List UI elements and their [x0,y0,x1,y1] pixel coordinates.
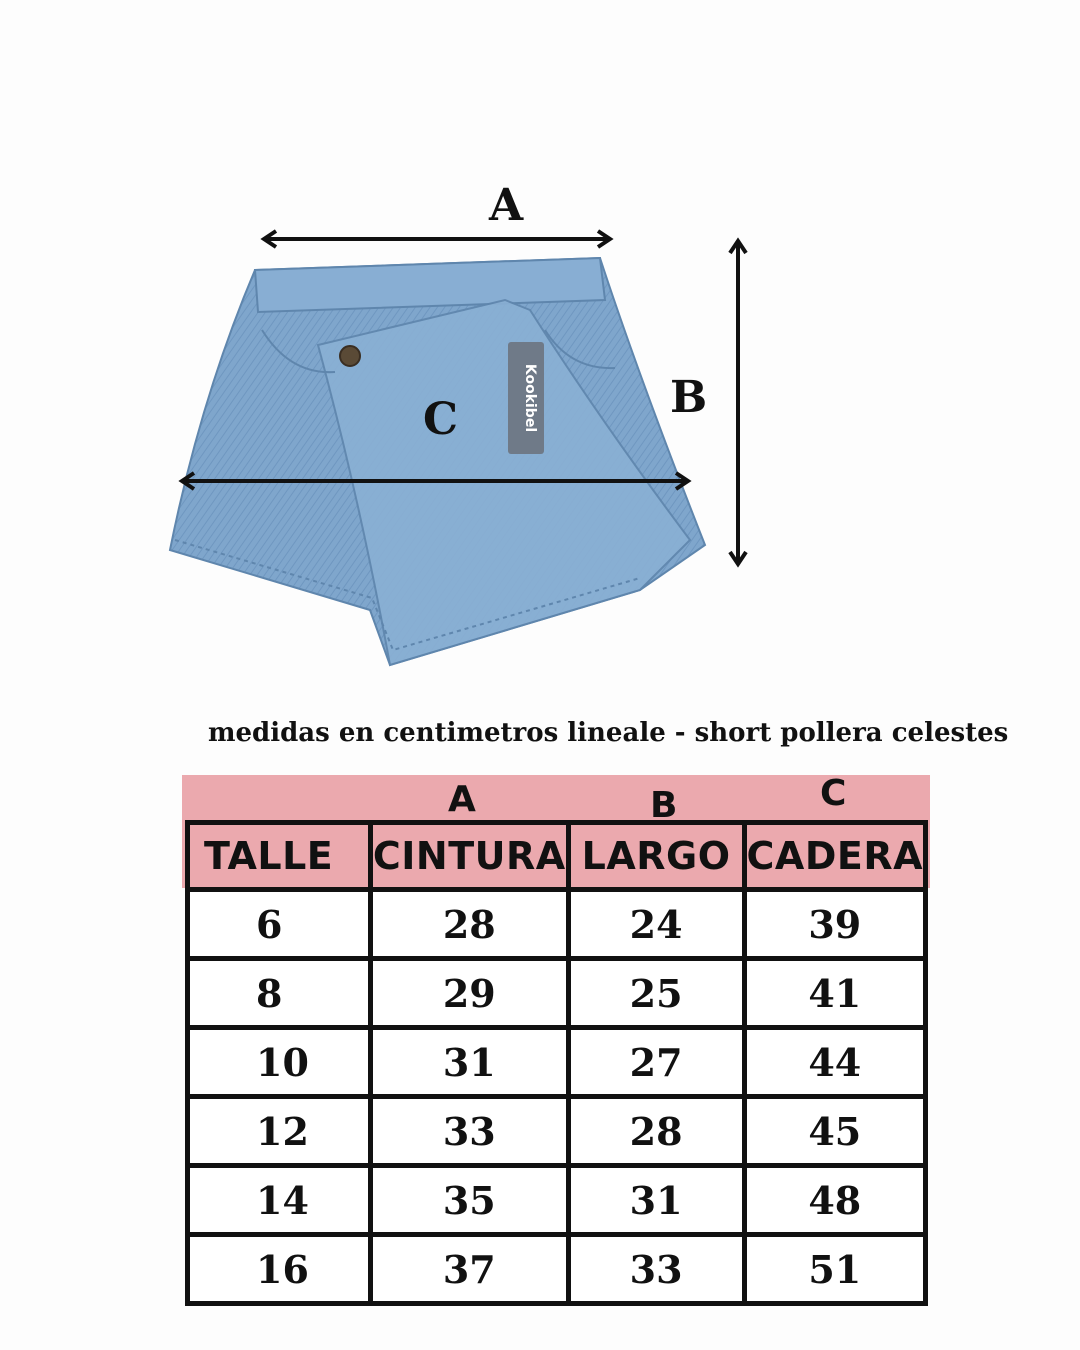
cell-cintura: 29 [370,959,568,1028]
cell-largo: 24 [568,890,744,959]
table-row [188,890,926,959]
cell-cintura: 35 [370,1166,568,1235]
table-row [188,1097,926,1166]
cell-talle: 12 [188,1097,371,1166]
cell-cintura: 31 [370,1028,568,1097]
cell-largo: 31 [568,1166,744,1235]
dimension-a-label: A [489,180,524,231]
header-cadera: CADERA [744,823,925,890]
size-chart-table [185,820,928,1306]
cell-cadera: 45 [744,1097,925,1166]
cell-cadera: 51 [744,1235,925,1304]
button-icon [340,346,360,366]
cell-cadera: 44 [744,1028,925,1097]
cell-talle: 14 [188,1166,371,1235]
cell-cintura: 37 [370,1235,568,1304]
column-letter-c: C [820,773,847,814]
cell-talle: 8 [188,959,371,1028]
cell-largo: 28 [568,1097,744,1166]
table-row [188,959,926,1028]
table-row [188,1235,926,1304]
cell-talle: 16 [188,1235,371,1304]
dimension-c-label: C [423,394,459,445]
cell-cadera: 39 [744,890,925,959]
cell-largo: 33 [568,1235,744,1304]
column-letter-a: A [448,779,476,820]
column-letter-b: B [650,785,678,826]
brand-tag-label: Kookibel [522,363,538,433]
table-header-row [188,823,926,890]
dimension-b-label: B [670,372,708,423]
cell-cintura: 28 [370,890,568,959]
header-talle: TALLE [188,823,371,890]
cell-largo: 27 [568,1028,744,1097]
header-cintura: CINTURA [370,823,568,890]
cell-talle: 6 [188,890,371,959]
cell-largo: 25 [568,959,744,1028]
dimension-a-arrow [264,231,610,247]
table-row [188,1028,926,1097]
dimension-b-arrow [730,241,746,564]
table-row [188,1166,926,1235]
cell-cadera: 41 [744,959,925,1028]
measurements-caption: medidas en centimetros lineale - short pollera celestes [208,718,1009,748]
cell-cadera: 48 [744,1166,925,1235]
header-largo: LARGO [568,823,744,890]
cell-cintura: 33 [370,1097,568,1166]
cell-talle: 10 [188,1028,371,1097]
